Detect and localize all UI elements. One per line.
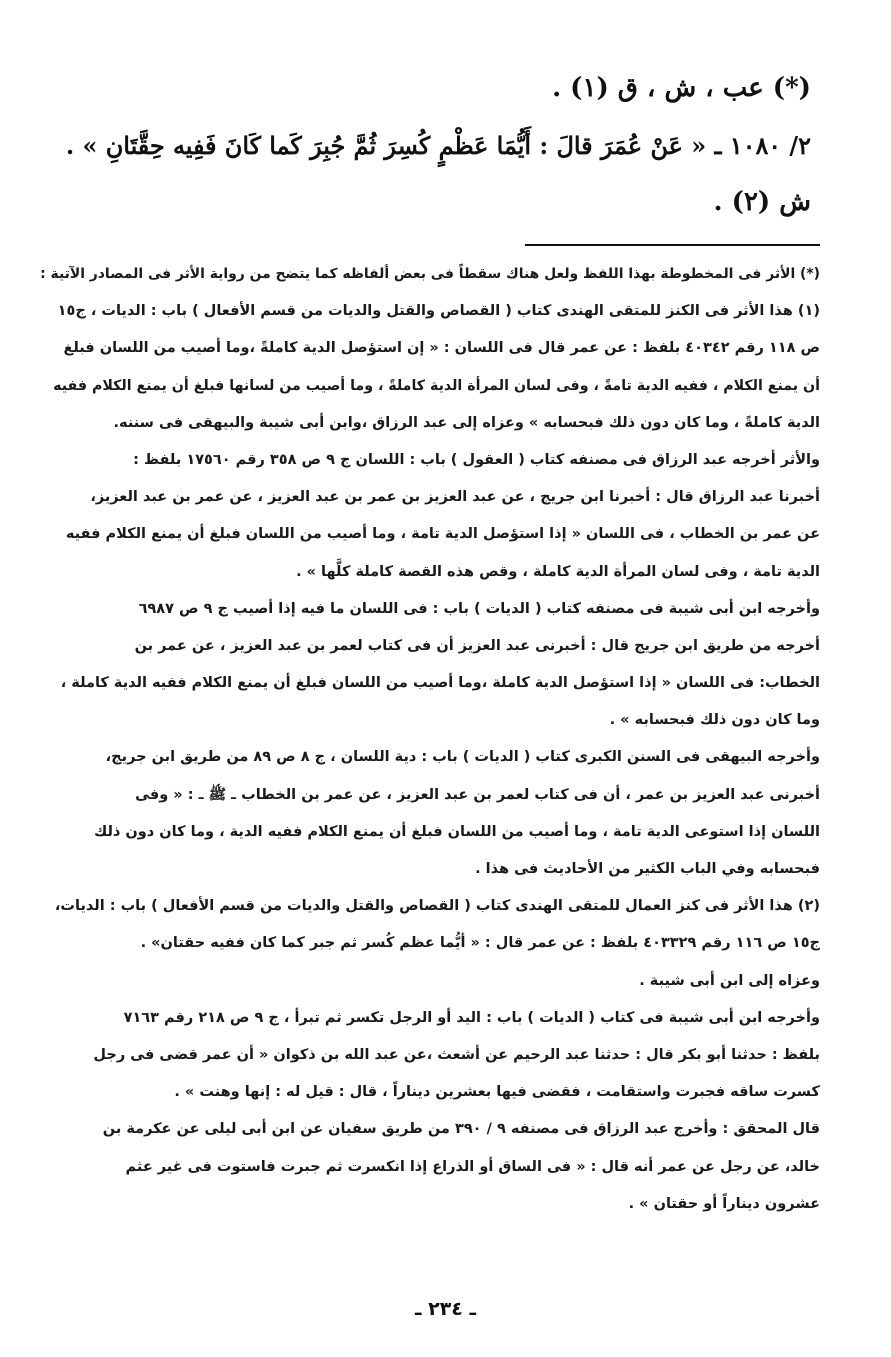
footnote-line: الدية كاملةً ، وما كان دون ذلك فبحسابه » وعزاه إلى عبد الرزاق ،وابن أبى شيبة والبيهقى فى سننه.	[113, 414, 820, 431]
footnote-line: ص ١١٨ رقم ٤٠٣٤٢ بلفظ : عن عمر قال فى اللسان : « إن استؤصل الدية كاملةً ،وما أصيب من اللسان فبلغ	[63, 340, 820, 357]
footnote-line: أخرجه من طريق ابن جريج قال : أخبرنى عبد العزيز أن فى كتاب لعمر بن عبد العزيز ، عن عمر بن	[134, 637, 820, 654]
footnote-line: وأخرجه ابن أبى شيبة فى كتاب ( الديات ) باب : اليد أو الرجل تكسر ثم تبرأ ، ج ٩ ص ٢١٨ رقم ٧١٦٣	[123, 1009, 820, 1026]
footnote-line: الدية تامة ، وفى لسان المرأة الدية كاملة ، وقص هذه القصة كاملة كلَّها » .	[296, 563, 820, 580]
footnote-line: والأثر أخرجه عبد الرزاق فى مصنفه كتاب ( العقول ) باب : اللسان ج ٩ ص ٣٥٨ رقم ١٧٥٦٠ بلفظ :	[133, 451, 820, 468]
footnote-line: وما كان دون ذلك فبحسابه » .	[609, 712, 820, 729]
footnote-line: (٢) هذا الأثر فى كنز العمال للمتقى الهندى كتاب ( القصاص والقتل والديات من قسم الأفعال ) باب : الديات،	[54, 898, 820, 915]
footnote-line: وأخرجه البيهقى فى السنن الكبرى كتاب ( الديات ) باب : دية اللسان ، ج ٨ ص ٨٩ من طريق ابن جريج،	[105, 749, 820, 766]
footnote-line: الخطاب: فى اللسان « إذا استؤصل الدية كاملة ،وما أصيب من اللسان فبلغ أن يمنع الكلام ففيه الدية كاملة ،	[60, 675, 820, 692]
footnote-line: اللسان إذا استوعى الدية تامة ، وما أصيب من اللسان فبلغ أن يمنع الكلام ففيه الدية ، وما كان دون ذلك	[93, 823, 820, 840]
footnote-line: أخبرنى عبد العزيز بن عمر ، أن فى كتاب لعمر بن عبد العزيز ، عن عمر بن الخطاب ـ ﷺ ـ : « وفى	[135, 786, 820, 803]
footnote-line: ج١٥ ص ١١٦ رقم ٤٠٣٣٢٩ بلفظ : عن عمر قال : « أيُّما عظم كُسر ثم جبر كما كان ففيه حقتان» .	[140, 935, 820, 952]
footnote-line: وأخرجه ابن أبى شيبة فى مصنفه كتاب ( الديات ) باب : فى اللسان ما فيه إذا أصيب ج ٩ ص ٦٩٨٧	[138, 600, 820, 617]
footnote-line: بلفظ : حدثنا أبو بكر قال : حدثنا عبد الرحيم عن أشعث ،عن عبد الله بن ذكوان « أن عمر قضى فى رجل	[93, 1046, 820, 1063]
footnote-line: أخبرنا عبد الرزاق قال : أخبرنا ابن جريج ، عن عبد العزيز بن عمر بن عبد العزيز ، عن عمر بن عبد العزيز،	[90, 489, 820, 506]
footnote-line: فبحسابه وفي الباب الكثير من الأحاديث فى هذا .	[475, 861, 820, 877]
footnote-line: (١) هذا الأثر فى الكنز للمتقى الهندى كتاب ( القصاص والقتل والديات من قسم الأفعال ) باب : الديات ، ج١٥	[57, 303, 820, 320]
footnote-separator-rule	[525, 244, 820, 246]
footnote-line: عن عمر بن الخطاب ، فى اللسان « إذا استؤصل الدية تامة ، وما أصيب من اللسان فبلغ أن يمنع الكلام ففيه	[65, 526, 820, 543]
footnote-line: وعزاه إلى ابن أبى شيبة .	[639, 972, 820, 989]
main-text-hadith-line: ٢/ ١٠٨٠ ـ « عَنْ عُمَرَ قالَ : أَيُّمَا عَظْمٍ كُسِرَ ثُمَّ جُبِرَ كَما كَانَ فَفِيه حِقَّتَانِ » .	[65, 132, 811, 160]
footnote-line: كسرت ساقه فجبرت واستقامت ، فقضى فيها بعشرين ديناراً ، قال : قيل له : إنها وهنت » .	[174, 1084, 820, 1101]
footnote-line: أن يمنع الكلام ، ففيه الدية تامةً ، وفى لسان المرأة الدية كاملةً ، وما أصيب من لسانها فبلغ أن يمنع الكلام ففيه	[53, 377, 820, 394]
main-text-line-source-ref: ش (٢) .	[713, 187, 811, 217]
page-number: ـ ٢٣٤ ـ	[414, 1298, 476, 1320]
footnotes-block	[40, 256, 820, 1223]
footnote-line: قال المحقق : وأخرج عبد الرزاق فى مصنفه ٩ / ٣٩٠ من طريق سفيان عن ابن أبى ليلى عن عكرمة بن	[102, 1121, 820, 1138]
main-text-line-source-codes: (*) عب ، ش ، ق (١) .	[552, 73, 811, 103]
footnote-line: عشرون ديناراً أو حقتان » .	[628, 1195, 820, 1212]
footnote-line: خالد، عن رجل عن عمر أنه قال : « فى الساق أو الذراع إذا انكسرت ثم جبرت فاستوت فى غير عثم	[125, 1158, 820, 1175]
footnote-line: (*) الأثر فى المخطوطة بهذا اللفظ ولعل هناك سقطاً فى بعض ألفاظه كما يتضح من رواية الأثر فى المصادر الآتية :	[40, 266, 820, 282]
